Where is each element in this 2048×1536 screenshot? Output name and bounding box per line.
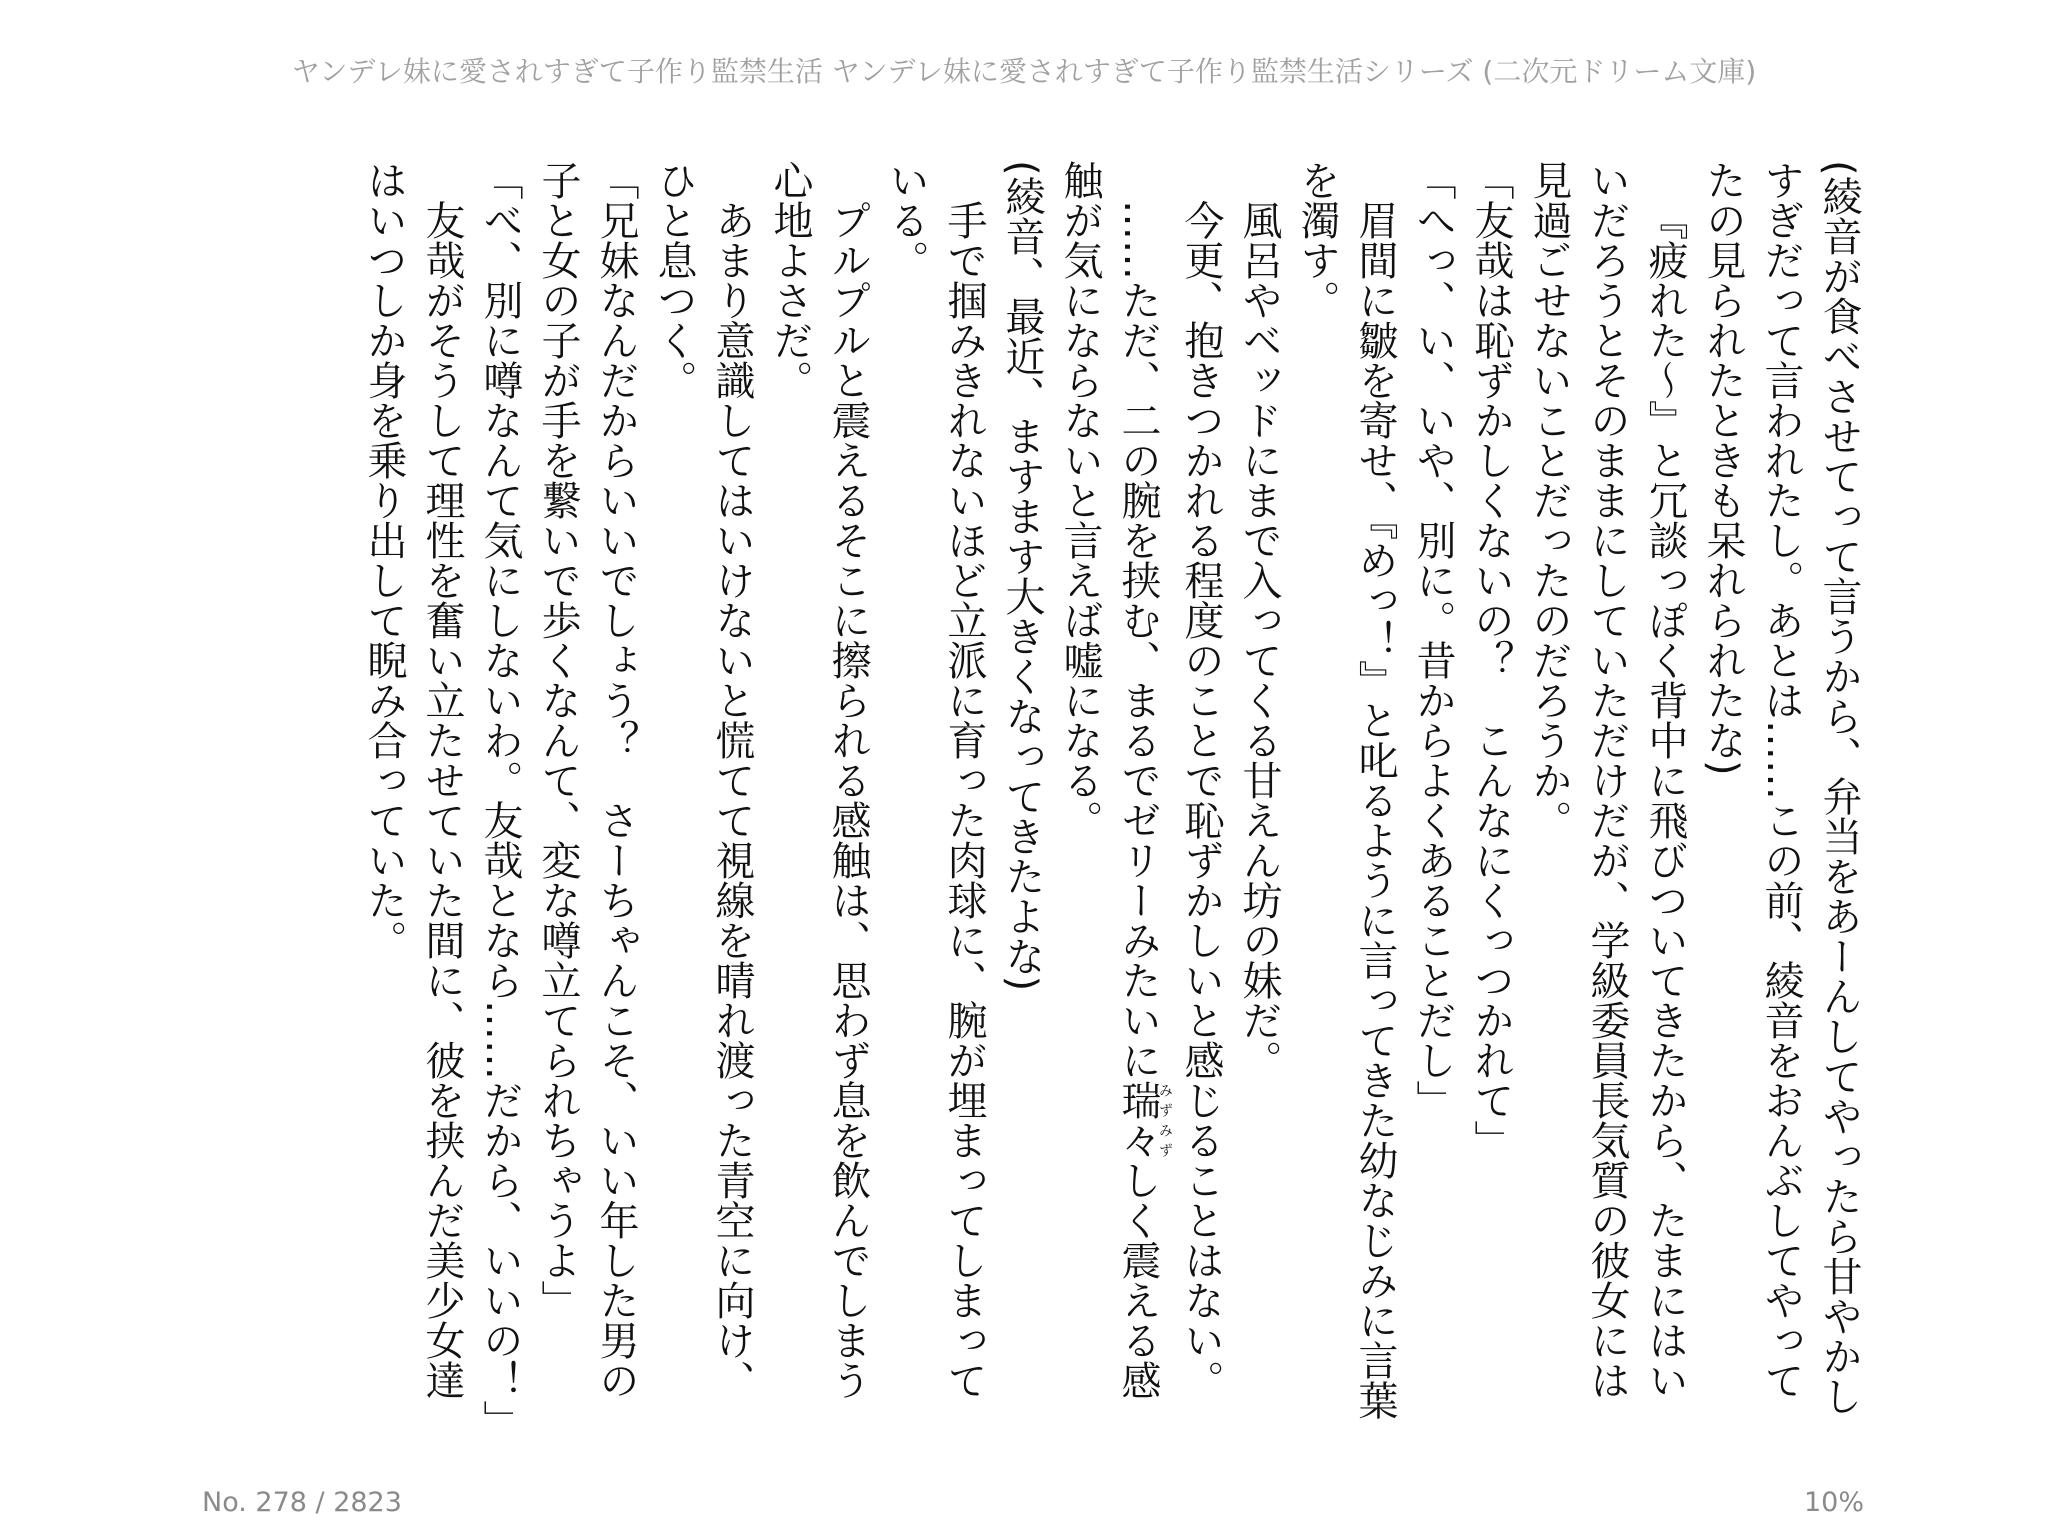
paragraph: 友哉がそうして理性を奮い立たせていた間に、彼を挟んだ美少女達はいつしか身を乗り出して睨み合っていた。 xyxy=(361,160,465,1400)
furigana xyxy=(1115,1080,1173,1160)
paragraph: 「べ、別に噂なんて気にしないわ。友哉となら……だから、いいの！」 xyxy=(477,160,523,1440)
ruby-base: 瑞々 xyxy=(1115,1080,1161,1160)
paragraph: 「へっ、い、いや、別に。昔からよくあることだし」 xyxy=(1410,160,1456,1120)
paragraph: プルプルと震えるそこに擦られる感触は、思わず息を飲んでしまう心地よさだ。 xyxy=(767,160,871,1400)
paragraph: 風呂やベッドにまで入ってくる甘えん坊の妹だ。 xyxy=(1236,200,1282,1080)
paragraph xyxy=(1051,160,1172,1435)
paragraph: 「兄妹なんだからいいでしょう？ さーちゃんこそ、いい年した男の子と女の子が手を繋いで歩くなんて、変な噂立てられちゃうよ」 xyxy=(535,160,639,1400)
paragraph: 『疲れた～』と冗談っぽく背中に飛びついてきたから、たまにはいいだろうとそのままにしていただけだが、学級委員長気質の彼女には見過ごせないことだったのだろうか。 xyxy=(1526,160,1688,1400)
paragraph: 眉間に皺を寄せ、『めっ！』と叱るように言ってきた幼なじみに言葉を濁す。 xyxy=(1294,160,1398,1420)
book-title: ヤンデレ妹に愛されすぎて子作り監禁生活 ヤンデレ妹に愛されすぎて子作り監禁生活シリーズ (二次元ドリーム文庫) xyxy=(291,55,1757,88)
text-span: しく震える感触が気にならないと言えば嘘になる。 xyxy=(1057,160,1161,1400)
paragraph: (綾音、最近、ますます大きくなってきたよな) xyxy=(999,160,1045,992)
ruby-text: みずみず xyxy=(1157,1080,1173,1160)
paragraph: 今更、抱きつかれる程度のことで恥ずかしいと感じることはない。 xyxy=(1178,200,1224,1400)
location-indicator[interactable]: No. 278 / 2823 xyxy=(202,1487,402,1518)
paragraph: 「友哉は恥ずかしくないの？ こんなにくっつかれて」 xyxy=(1468,160,1514,1160)
text-span: ……ただ、二の腕を挟む、まるでゼリーみたいに xyxy=(1115,200,1161,1080)
paragraph: あまり意識してはいけないと慌てて視線を晴れ渡った青空に向け、ひと息つく。 xyxy=(651,160,755,1400)
page-text xyxy=(355,160,1868,1440)
paragraph: (綾音が食べさせてって言うから、弁当をあーんしてやったら甘やかしすぎだって言われたし。あとは……この前、綾音をおんぶしてやってたの見られたときも呆れられたな) xyxy=(1700,160,1862,1416)
progress-indicator[interactable]: 10% xyxy=(1803,1487,1864,1518)
paragraph: 手で掴みきれないほど立派に育った肉球に、腕が埋まってしまっている。 xyxy=(883,160,987,1400)
